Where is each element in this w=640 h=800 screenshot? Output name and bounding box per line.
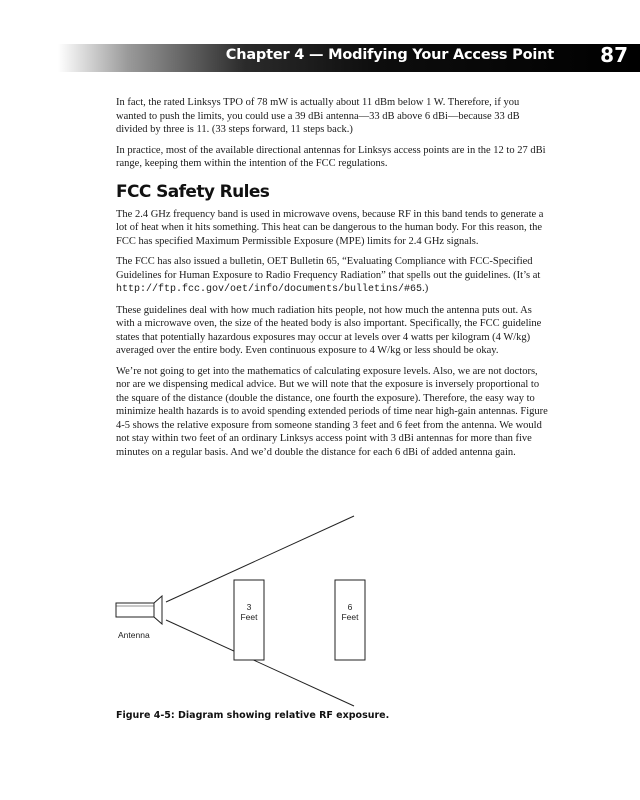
caption-prefix: Figure 4-5:	[116, 710, 175, 721]
section-heading: FCC Safety Rules	[116, 181, 270, 202]
box-3-number: 3	[246, 602, 252, 612]
box-6-label	[335, 602, 365, 622]
chapter-header-bar	[58, 44, 640, 72]
box-6-number: 6	[347, 602, 353, 612]
box-3-unit: Feet	[240, 612, 258, 622]
box-3-label	[234, 602, 264, 622]
caption-text: Diagram showing relative RF exposure.	[178, 710, 390, 721]
antenna-horn	[154, 596, 162, 624]
chapter-title: Chapter 4 — Modifying Your Access Point	[225, 47, 554, 63]
antenna-body	[116, 603, 154, 617]
paragraph-2: In practice, most of the available directional antennas for Linksys access points are in the 12 to 27 dBi range, keeping them within the intention of the FCC regulations.	[116, 144, 546, 169]
paragraph-5: These guidelines deal with how much radiation hits people, not how much the antenna puts out. As with a microwave oven, the size of the heated body is also important. Specifically, the FCC guideline states that potentially hazardous exposures may occur at levels over 4 watts per kilogram (4 W/kg) averaged over the entire body. Even continuous exposure to 4 W/kg or less should be okay.	[116, 304, 542, 356]
paragraph-4-end: .)	[422, 283, 429, 294]
figure-caption	[116, 710, 389, 721]
paragraph-4-text: The FCC has also issued a bulletin, OET Bulletin 65, “Evaluating Compliance with FCC-Specified Guidelines for Human Exposure to Radio Frequency Radiation” that spells out the guidelines. (It’s at	[116, 256, 541, 281]
page-number: 87	[600, 43, 628, 67]
paragraph-6: We’re not going to get into the mathematics of calculating exposure levels. Also, we are not doctors, nor are we dispensing medical advice. But we will note that the exposure is inversely proportional to the square of the distance (double the distance, one fourth the exposure). Therefore, the easy way to minimize health hazards is to avoid spending extended periods of time near high-gain antennas. Figure 4-5 shows the relative exposure from someone standing 3 feet and 6 feet from the antenna. We would not stay within two feet of an ordinary Linksys access point with 3 dBi antennas for more than five minutes on a regular basis. And we’d double the distance for each 6 dBi of added antenna gain.	[116, 365, 548, 458]
paragraph-3: The 2.4 GHz frequency band is used in microwave ovens, because RF in this band tends to generate a lot of heat when it hits something. This heat can be dangerous to the human body. For this reason, the FCC has specified Maximum Permissible Exposure (MPE) limits for 2.4 GHz signals.	[116, 208, 544, 247]
paragraph-1: In fact, the rated Linksys TPO of 78 mW is actually about 11 dBm below 1 W. Therefore, if you wanted to push the limits, you could use a 39 dBi antenna—33 dB above 6 dBi—because 33 dB divided by three is 11. (33 steps forward, 11 steps back.)	[116, 97, 520, 135]
box-6-unit: Feet	[341, 612, 359, 622]
page-body	[116, 96, 552, 466]
rf-exposure-diagram	[110, 510, 370, 710]
bulletin-url[interactable]: http://ftp.fcc.gov/oet/info/documents/bulletins/#65	[116, 284, 423, 295]
antenna-label: Antenna	[118, 630, 150, 640]
paragraph-4	[116, 255, 552, 297]
